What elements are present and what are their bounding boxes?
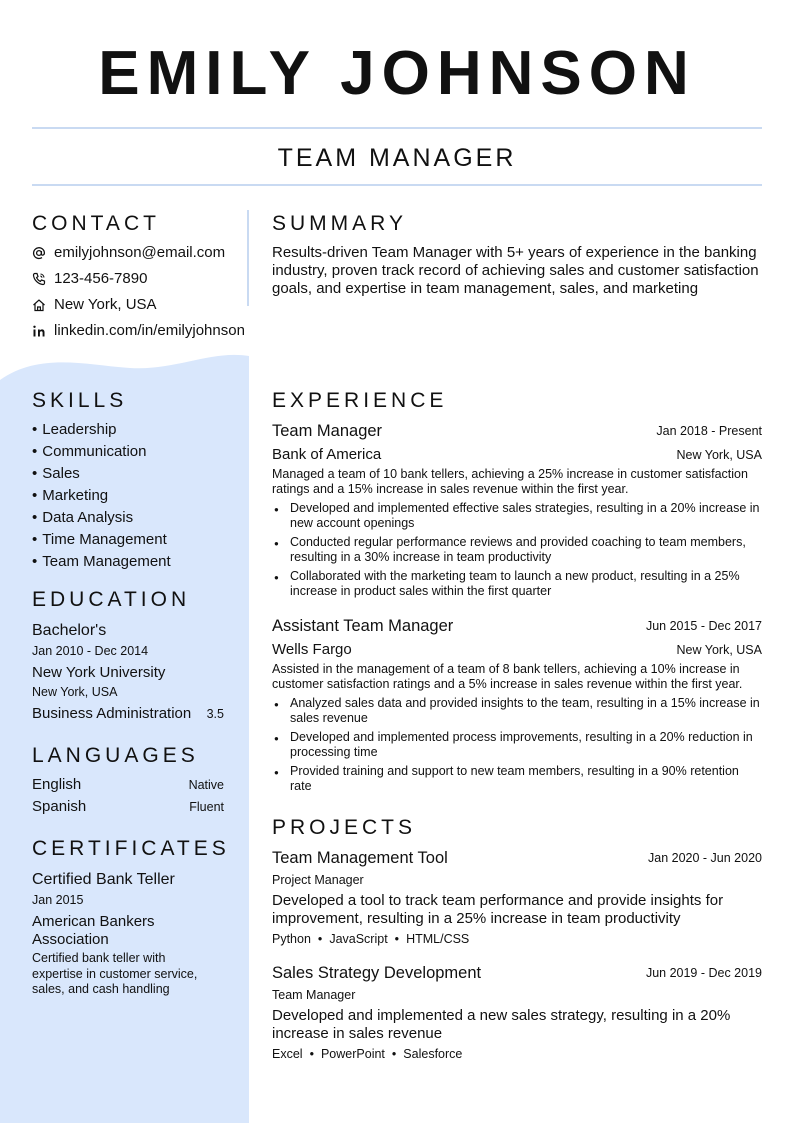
project-tool: JavaScript: [329, 932, 388, 946]
job-bullet: ● Conducted regular performance reviews and provided coaching to team members, resulting in a 30% increase in team productivity: [272, 535, 762, 565]
home-icon: [32, 298, 46, 312]
job-description: Managed a team of 10 bank tellers, achieving a 25% increase in customer satisfaction ratings and a 15% increase in sales revenue within the first year.: [272, 467, 748, 496]
job-description: Assisted in the management of a team of 8 bank tellers, achieving a 10% increase in customer satisfaction ratings and a 5% increase in sales revenue within the first year.: [272, 662, 743, 691]
column-divider: [247, 210, 249, 306]
contact-location-text: New York, USA: [54, 296, 157, 313]
contact-email-text: emilyjohnson@email.com: [54, 244, 226, 261]
job-bullets: [272, 501, 762, 603]
skill-item: • Leadership: [32, 419, 171, 441]
education-location: New York, USA: [32, 685, 118, 699]
job-dates: Jan 2018 - Present: [656, 424, 762, 438]
language-name: English: [32, 776, 82, 793]
linkedin-icon: [32, 324, 46, 338]
job-dates: Jun 2015 - Dec 2017: [645, 619, 762, 633]
education-heading: EDUCATION: [32, 588, 191, 611]
project-tool: HTML/CSS: [406, 932, 470, 946]
project-title: Sales Strategy Development: [272, 964, 482, 982]
skill-item: • Time Management: [32, 529, 171, 551]
project-dates: Jan 2020 - Jun 2020: [648, 851, 762, 865]
job-company: Wells Fargo: [272, 641, 352, 658]
tag-separator: •: [309, 1047, 314, 1061]
job-title-entry: Assistant Team Manager: [272, 617, 454, 635]
tag-separator: •: [317, 932, 323, 946]
language-level: Native: [188, 778, 224, 792]
languages-heading: LANGUAGES: [32, 744, 199, 767]
language-name: Spanish: [32, 798, 87, 815]
skill-item: • Marketing: [32, 485, 171, 507]
project-tools: [272, 931, 469, 947]
experience-heading: EXPERIENCE: [272, 389, 448, 412]
education-dates: Jan 2010 - Dec 2014: [32, 644, 149, 658]
project-tool: Salesforce: [403, 1047, 463, 1061]
skill-item: • Team Management: [32, 551, 171, 573]
contact-heading: CONTACT: [32, 212, 160, 235]
certificate-name: Certified Bank Teller: [32, 871, 175, 888]
project-role: Project Manager: [272, 873, 364, 887]
job-location: New York, USA: [676, 643, 762, 657]
skills-list: [32, 419, 171, 573]
summary-heading: SUMMARY: [272, 212, 407, 235]
job-bullet: ● Collaborated with the marketing team to launch a new product, resulting in a 25% increase in product sales within the first quarter: [272, 569, 762, 599]
language-level: Fluent: [189, 800, 224, 814]
at-sign-icon: [32, 246, 46, 260]
project-tool: Excel: [272, 1047, 303, 1061]
job-title-entry: Team Manager: [272, 422, 383, 440]
job-bullet: ● Developed and implemented effective sales strategies, resulting in a 20% increase in new account openings: [272, 501, 762, 531]
certificate-issuer: American Bankers Association: [32, 913, 155, 948]
header-divider-bottom: [32, 184, 762, 186]
job-bullet: ● Developed and implemented process improvements, resulting in a 20% reduction in processing time: [272, 730, 762, 760]
job-title: TEAM MANAGER: [277, 144, 517, 172]
candidate-name: EMILY JOHNSON: [98, 39, 696, 108]
skill-item: • Data Analysis: [32, 507, 171, 529]
contact-phone-text: 123-456-7890: [54, 270, 148, 287]
education-degree: Bachelor's: [32, 622, 107, 639]
education-school: New York University: [32, 664, 166, 681]
project-tool: PowerPoint: [320, 1047, 385, 1061]
job-company: Bank of America: [272, 446, 382, 463]
project-role: Team Manager: [272, 988, 356, 1002]
certificate-date: Jan 2015: [32, 893, 84, 907]
tag-separator: •: [394, 932, 400, 946]
certificates-heading: CERTIFICATES: [32, 837, 230, 860]
tag-separator: •: [391, 1047, 397, 1061]
certificate-description: Certified bank teller with expertise in customer service, sales, and cash handling: [32, 951, 198, 996]
job-bullet: ● Provided training and support to new team members, resulting in a 90% retention rate: [272, 764, 762, 794]
education-field: Business Administration: [32, 705, 192, 722]
project-description: Developed and implemented a new sales strategy, resulting in a 20% increase in sales revenue: [272, 1007, 731, 1042]
project-tools: [272, 1046, 462, 1062]
skill-item: • Sales: [32, 463, 171, 485]
contact-linkedin-text: linkedin.com/in/emilyjohnson: [54, 322, 245, 339]
project-description: Developed a tool to track team performance and provide insights for improvement, resulting in a 25% increase in team productivity: [272, 892, 724, 927]
project-dates: Jun 2019 - Dec 2019: [645, 966, 762, 980]
header-divider-top: [32, 127, 762, 129]
job-location: New York, USA: [676, 448, 762, 462]
projects-heading: PROJECTS: [272, 816, 417, 839]
project-tool: Python: [272, 932, 311, 946]
job-bullets: [272, 696, 762, 798]
education-gpa: 3.5: [206, 707, 224, 721]
job-bullet: ● Analyzed sales data and provided insights to the team, resulting in a 15% increase in sales revenue: [272, 696, 762, 726]
phone-icon: [32, 272, 46, 286]
skills-heading: SKILLS: [32, 389, 128, 412]
skill-item: • Communication: [32, 441, 171, 463]
project-title: Team Management Tool: [272, 849, 448, 867]
summary-text: Results-driven Team Manager with 5+ years of experience in the banking industry, proven track record of achieving sales and customer satisfaction goals, and expertise in team management, sales, and marketing: [272, 244, 759, 297]
